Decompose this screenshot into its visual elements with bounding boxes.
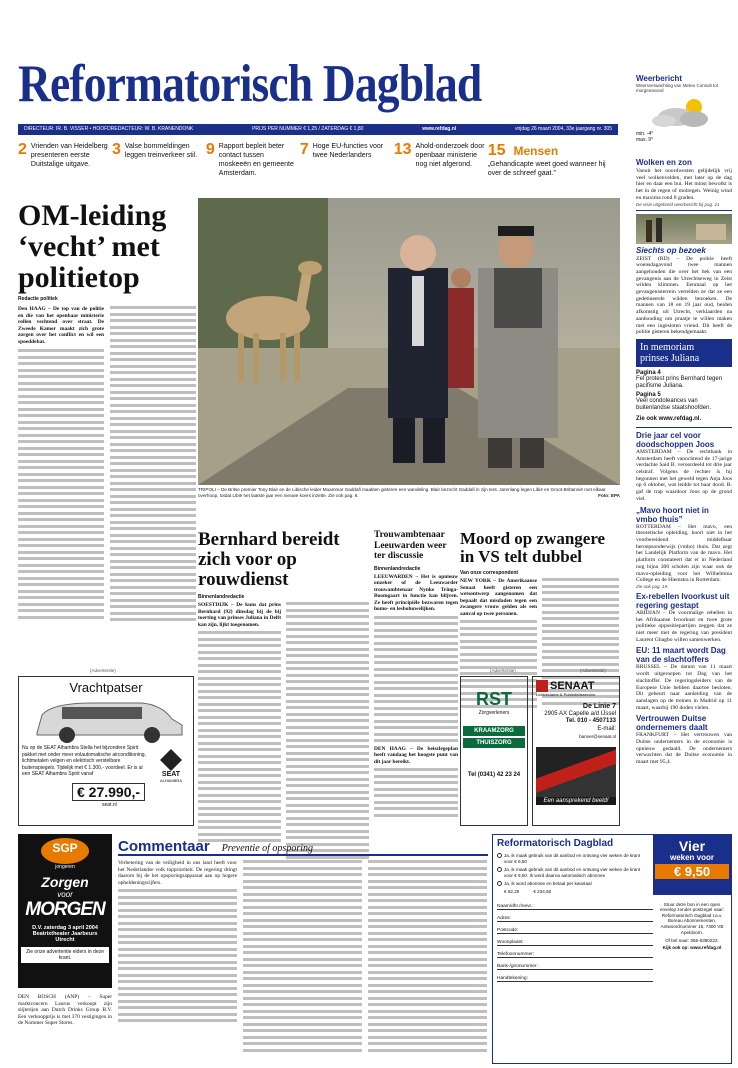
moord-label: Van onze correspondent (460, 570, 519, 576)
bernhard-first-paragraph: SOESTDIJK – De kuns dat prins Bernhard (92) dinsdag bij de bij toerting van prinses Juliana in Delft kan zijn, lijkt toegenomen. (198, 602, 281, 628)
sgp-top: Zorgen (41, 874, 89, 890)
offer-price: € 9,50 (655, 864, 729, 879)
brief-title: „Mavo hoort niet in vmbo thuis” (636, 505, 709, 524)
trouw-headline-line: Leeuwarden weer (374, 540, 447, 551)
index-item[interactable] (394, 140, 488, 192)
senaat-ribbon: Een aansprekend beeld! (536, 797, 616, 805)
senaat-email-label: E-mail: (597, 725, 616, 732)
index-page-number: 9 (205, 141, 215, 158)
lead-headline-line: ‘vecht’ met (18, 230, 160, 263)
index-teaser: Rapport bepleit beter contact tussen moskeeën en gemeente Amsterdam. (218, 143, 294, 177)
senaat-phone: Tel. 010 - 4507133 (565, 718, 616, 724)
sgp-brand: SGP (52, 841, 78, 855)
index-teaser: „Gehandicapte weet goed wanneer hij over de schreef gaat.” (487, 161, 606, 177)
form-side-text: Stuur deze bon in een open envelop zonder postzegel naar: Reformatorisch Dagblad t.a.v. Bureau Abonnementen, Antwoordnummer 15, 7300 VB Apeldoorn. (659, 901, 725, 935)
seat-logo-icon (160, 749, 182, 771)
car-ad-text: Nu op de SEAT Alhambra Stella het bijzondere Spirit pakket met onder meer volautomatische airconditioning, lichtmetalen velgen en elektrisch verstelbare buitenspiegels. Tijdelijk met € 1.300,- voordeel. Er is al een SEAT Alhambra Spirit vanaf (22, 745, 146, 777)
rst-subtitle: Zorgverleners (478, 710, 510, 716)
index-page-number: 13 (393, 141, 412, 158)
senaat-address-2: 2905 AX Capelle a/d IJssel (544, 710, 616, 717)
info-bar (18, 124, 618, 135)
option-text: Ja, ik maak gebruik van dit aanbod en ontvang vier weken de krant voor € 9,50 (504, 853, 641, 864)
form-field-label: Woonplaats: (497, 939, 524, 945)
sgp-location: Beatrixtheater Jaarbeurs (32, 931, 98, 937)
weather-headline: Wolken en zon (636, 158, 692, 167)
memoriam-title-2: prinses Juliana (640, 352, 700, 364)
info-directors: DIRECTEUR: IR. B. VISSER • HOOFDREDACTEUR: W. B. KRANENDONK (24, 126, 194, 132)
brief-text: ABIDJAN – De voormalige rebellen in het Afrikaanse Ivoorkust en twee grote politieke oppositiepartijen zeggen dat ze niet meer met de regering van president Laurent Gbagbo willen samenwerken. (636, 609, 732, 643)
weather-box (636, 74, 732, 149)
offer-top: Vier (678, 838, 706, 854)
index-item[interactable] (300, 140, 394, 192)
index-item[interactable] (18, 140, 112, 192)
photo-illustration (198, 198, 620, 485)
seat-ad[interactable] (18, 676, 194, 826)
info-date: vrijdag 26 maart 2004, 33e jaargang nr. 305 (514, 126, 612, 132)
trouw-headline-line: Trouwambtenaar (374, 530, 445, 540)
sgp-logo (41, 838, 89, 864)
siechts-photo (636, 214, 732, 244)
sgp-ad[interactable] (18, 834, 112, 988)
offer-mid: weken voor (669, 853, 714, 862)
form-field-label: Adres: (497, 915, 511, 921)
commentaar-body-placeholder (243, 860, 362, 1060)
temp-min: min. -4° (636, 131, 654, 137)
index-teaser: Valse bommeldingen leggen treinverkeer stil. (124, 143, 198, 159)
info-url[interactable]: www.refdag.nl (422, 126, 457, 132)
form-field-row[interactable] (497, 922, 653, 934)
lead-headline (18, 200, 198, 293)
ad-label: (Advertentie) (580, 668, 606, 673)
form-field-label: Naam/dhr./mevr.: (497, 903, 534, 909)
rst-logo (463, 689, 525, 716)
form-field-row[interactable] (497, 946, 653, 958)
index-teaser: Vrienden van Heidelberg presenteren eerste Duitstalige uitgave. (30, 143, 108, 168)
lead-headline-line: OM-leiding (18, 199, 167, 232)
masthead (18, 55, 618, 132)
bosch-text: DEN BOSCH (ANP) – Super marktconcern Laurus verkoopt zijn slijterijen aan Dutch Drinks Group B.V. Een verkoopprijs is met 370 vestigingen in de Nommer Super Stores. (18, 994, 112, 1026)
senaat-address-1: De Linie 7 (582, 703, 616, 710)
brief-title: Ex-rebellen Ivoorkust uit regering gestapt (636, 591, 730, 610)
offer-badge (653, 835, 731, 895)
ad-label: (Advertentie) (490, 668, 516, 673)
commentaar-body-placeholder (118, 889, 237, 1022)
option-text: Ja, ik word abonnee en betaal per kwartaal (504, 881, 592, 887)
index-teaser: Hoge EU-functies voor twee Nederlanders (312, 143, 384, 159)
page4-text: Fel protest prins Bernhard tegen pacifisme Juliana. (636, 375, 723, 389)
newspaper-title: Reformatorisch Dagblad (18, 55, 482, 113)
moord-headline (460, 530, 620, 566)
trouw-headline (374, 530, 458, 562)
option-checkbox[interactable] (497, 853, 502, 858)
car-ad-title: Vrachtpatser (69, 680, 143, 695)
car-illustration (22, 695, 190, 745)
photo-caption-text: TRIPOLI – De Britse premier Tony Blair en de Libische leider Muammar Gaddafi maakten gisteren een wandeling. Blair bezocht Gaddafi in zijn tent. Jarenlang legen Libië en Groot-Brittannië met elkaar overhoop, totdat Libië het laatste jaar een nieuwe koers inzette. Zie ook pag. 6. (198, 487, 606, 498)
seat-model: ALHAMBRA (159, 778, 182, 783)
senaat-ad[interactable] (532, 676, 620, 826)
form-field-label: Postcode: (497, 927, 519, 933)
trouw-sub-item: DEN HAAG – De beiszlegeplan heeft vandaag het hoogste punt van dit jaar bereikt. (374, 745, 458, 765)
car-ad-price: € 27.990,- (72, 783, 145, 801)
index-page-number: 15 (487, 142, 506, 159)
option-checkbox[interactable] (497, 881, 502, 886)
ad-label: (Advertentie) (90, 668, 116, 673)
moord-headline-line: in VS telt dubbel (460, 547, 583, 566)
lead-body-placeholder (18, 349, 104, 619)
form-side-phone: Of bel naar: 055-5390222. (665, 938, 719, 944)
weather-text: Vanuit het noordwesten gelijdelijk vrij veel wolkenvelden, met later op de dag hier en daar een bui. Het minst bewolkt is het in de regen of motregen. Weinig wind en maxima rond 8 graden. (636, 168, 732, 201)
senaat-name: SENAAT (550, 680, 595, 692)
weather-source: De visie uitgebreid weerbericht bij pag. 21 (636, 201, 720, 207)
lead-first-paragraph: Den HAAG – De top van de politie en die van het openbaar ministerie rollen vechtend over straat. De Zweede Kamer maakt zich grote zorgen over het conflict en wil een spoeddebat. (18, 306, 104, 345)
mensen-label: Mensen (513, 144, 559, 158)
siechts-title: Siechts op bezoek (636, 245, 706, 255)
main-photo[interactable] (198, 198, 620, 485)
form-field-row[interactable] (497, 958, 653, 970)
car-ad-url[interactable]: seat.nl (102, 802, 117, 808)
subscription-form (492, 834, 732, 1064)
sgp-big: MORGEN (25, 899, 105, 920)
trouw-body-placeholder (374, 768, 458, 817)
divider (636, 210, 732, 211)
brief-text: AMSTERDAM – De rechtbank in Amsterdam heeft vanochtend de 17-jarige verdachte Said B. veroordeeld tot drie jaar celstraf. Volgens de rechter is hij begonnen met het geweld tegen Anja Joos op 6 oktober, wat leidde tot haar dood. B. gaf de trap waardoor Joos op de grond viel. (636, 448, 732, 502)
lead-byline: Redactie politiek (18, 296, 58, 302)
right-column (636, 158, 732, 766)
sgp-sub: jongeren (55, 864, 75, 870)
brief-title: Vertrouwen Duitse ondernemers daalt (636, 714, 708, 733)
weather-title: Weerbericht (636, 74, 683, 83)
seat-brand: SEAT (161, 771, 181, 778)
commentaar-body (118, 860, 488, 1060)
rst-ad[interactable] (460, 676, 528, 826)
form-field-row[interactable] (497, 934, 653, 946)
brief-text: ROTTERDAM – Het mavo, een theoretische opleiding, hoort niet in het voorbereidend middelbaar beroepsonderwijs (vmbo) thuis. Dat zegt het Landelijk Platform van de mavo. Het platform constateert dat er in Nederland nog bijna 300 scholen zijn waar ook de mavo-opleiding voor het Wilhelmina College en de Hiemstra in Rotterdam. (636, 523, 732, 584)
index-page-number: 2 (18, 141, 27, 158)
temp-max: max. 9° (636, 137, 654, 143)
sgp-cta: Zie onze advertentie elders in deze krant. (21, 947, 109, 963)
photo-credit: Foto: EPA (598, 493, 620, 498)
sgp-date: D.V. zaterdag 3 april 2004 (32, 925, 98, 931)
senaat-logo-icon (536, 680, 548, 692)
form-side-web[interactable]: Kijk ook op: www.refdag.nl (662, 945, 722, 951)
index-page-number: 7 (299, 141, 309, 158)
index-item[interactable] (206, 140, 300, 192)
index-item-mensen[interactable] (488, 140, 618, 192)
brief-text: FRANKFURT – Het vertrouwen van Duitse ondernemers in de economie is opnieuw gedaald. De ondernemers verwachten dat de Duitse economie in maart met 95,4. (636, 732, 732, 766)
rst-phone: Tel (0341) 42 23 24 (467, 772, 521, 778)
sgp-city: Utrecht (55, 937, 75, 943)
page5-label: Pagina 5 (636, 391, 661, 398)
form-field-row[interactable] (497, 910, 653, 922)
commentaar-first-paragraph: Verbetering van de veiligheid in ons land heeft voor het Nederlandse volk topprioriteit. De regering dringt daarom bij de het opsporingsapparaat aan op hogere opheldeningscijfers. (118, 860, 237, 886)
moord-headline-line: Moord op zwangere (460, 529, 606, 548)
form-field-label: Telefoonnummer: (497, 951, 535, 957)
commentaar-body-placeholder (368, 860, 487, 1060)
divider (636, 427, 732, 428)
photo-caption (198, 487, 620, 499)
option-checkbox[interactable] (497, 867, 502, 872)
form-title: Reformatorisch Dagblad (497, 838, 614, 849)
form-field-row[interactable] (497, 970, 653, 982)
bernhard-body-placeholder (286, 602, 369, 862)
index-teaser: Ahold-onderzoek door openbaar ministerie nog niet afgerond. (415, 143, 485, 168)
form-field-label: Bank-/gironummer: (497, 963, 538, 969)
price-option-a[interactable]: € 62,25 (504, 888, 520, 894)
info-price: PRIJS PER NUMMER € 1,25 / ZATERDAG € 1,80 (252, 126, 364, 132)
commentaar-title: Commentaar (118, 838, 210, 855)
bernhard-body-placeholder (198, 631, 281, 842)
bernhard-label: Binnenlandredactie (198, 594, 245, 600)
bosch-brief (18, 994, 112, 1064)
price-option-b[interactable]: € 234,50 (533, 888, 552, 894)
index-page-number: 3 (111, 141, 121, 158)
page4-label: Pagina 4 (636, 369, 661, 376)
rst-tag-kraamzorg: KRAAMZORG (463, 726, 525, 736)
moord-first-paragraph: NEW YORK – De Amerikaanse Senaat heeft gisteren een wetsontwerp aangenomen dat bepaalt dat misdaden tegen een zwangere vrouw gelden als een aanval op twee personen. (460, 578, 537, 617)
bernhard-article (198, 530, 370, 830)
trouwambtenaar-article (374, 530, 458, 830)
option-text: Ja, ik maak gebruik van dit aanbod en ontvang vier weken de krant voor € 9,50. Ik word daarna automatisch abonnee (504, 867, 641, 878)
index-item[interactable] (112, 140, 206, 192)
form-field-row[interactable] (497, 898, 653, 910)
form-field-label: Handtekening: (497, 975, 528, 981)
page5-text: Veel condoleances van buitenlandse staatshoofden. (636, 397, 712, 411)
memoriam-title-1: In memoriam (640, 341, 695, 353)
weather-subtitle: Weersverwachting van Meteo Consult tot morgenavond (636, 83, 718, 93)
lead-headline-line: politietop (18, 261, 140, 294)
lead-body-placeholder (110, 306, 196, 625)
brief-title: Drie jaar cel voor doodschoppen Joos (636, 430, 715, 449)
commentaar-header (118, 838, 488, 856)
memoriam-box[interactable] (636, 339, 732, 367)
brief-title: EU: 11 maart wordt Dag van de slachtoffers (636, 646, 726, 665)
trouw-body-placeholder (374, 616, 458, 743)
bernhard-headline: Bernhard bereidt zich voor op rouwdienst (198, 529, 340, 590)
senaat-subtitle: Lichtreclame & Publiciteitsservice (536, 692, 596, 697)
siechts-text: ZEIST (RD) – De politie heeft woensdagavond twee mannen aangehouden die over het hek van een gevangenis aan de Utrechtseweg in Zeist wilden klimmen. Eenmaal op het gevangenisterrein vertelden ze dat ze een gedetineerde wilden bezoeken. De mannen van 18 en 19 jaar oud, beiden afkomstig uit Utrecht, verklaarden na aanhouding om praatje te willen maken met een ingesloten vriend. Dit heeft de politie gisteren bekendgemaakt. (636, 255, 732, 336)
lead-body (18, 296, 196, 676)
trouw-first-paragraph: LEEUWARDEN – Het is opnieuw onzeker of de Leeuwarder trouwambtenaar Nynke Tringa-Boomgaart in functie kan blijven. Ze heeft principiële bezwaren tegen homo- en lesbohuwelijken. (374, 573, 458, 612)
sgp-mid: voor (57, 890, 73, 899)
senaat-email[interactable]: banner@senaat.nl (579, 734, 616, 739)
rst-tag-thuiszorg: THUISZORG (463, 738, 525, 748)
trouw-label: Binnenlandredactie (374, 565, 421, 572)
rst-name: RST (476, 689, 512, 709)
web-link[interactable]: Zie ook www.refdag.nl. (636, 415, 702, 422)
trouw-headline-line: ter discussie (374, 551, 424, 561)
commentaar-subtitle: Preventie of opsporing (221, 843, 313, 854)
brief-source: Zie ook pag. 19. (636, 583, 669, 589)
brief-text: BRUSSEL – De datum van 11 maart wordt uitgeroepen tot Dag van het slachtoffer. De regeringsleiders van de Europese Unie hebben daartoe besloten. Dit gebeurt naar aanleiding van de aanslagen op de treinen in Madrid op 11 maart, waarbij 190 doden vielen. (636, 664, 732, 711)
cloud-sun-icon (636, 95, 732, 131)
index-bar (18, 140, 618, 192)
senaat-road-illustration (536, 747, 616, 797)
